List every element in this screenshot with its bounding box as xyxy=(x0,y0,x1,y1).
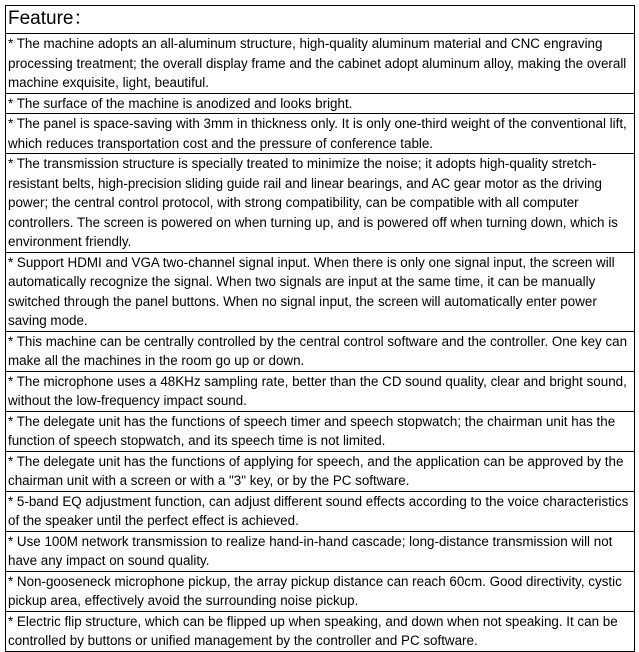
feature-row xyxy=(6,34,635,94)
feature-sampling-rate: * The microphone uses a 48KHz sampling rate, better than the CD sound quality, clear and bright sound, without the low-frequency impact sound. xyxy=(6,371,635,411)
feature-speech-timer: * The delegate unit has the functions of speech timer and speech stopwatch; the chairman unit has the function of speech stopwatch, and its speech time is not limited. xyxy=(6,411,635,451)
feature-row xyxy=(6,611,635,651)
feature-title: Feature： xyxy=(6,6,635,34)
feature-row xyxy=(6,411,635,451)
feature-aluminum-structure: * The machine adopts an all-aluminum structure, high-quality aluminum material and CNC engraving processing treatment; the overall display frame and the cabinet adopt aluminum alloy, making the overall machine exquisite, light, beautiful. xyxy=(6,34,635,94)
feature-row xyxy=(6,252,635,331)
feature-row xyxy=(6,114,635,154)
feature-row xyxy=(6,331,635,371)
feature-electric-flip: * Electric flip structure, which can be flipped up when speaking, and down when not speaking. It can be controlled by buttons or unified management by the controller and PC software. xyxy=(6,611,635,651)
feature-thin-panel: * The panel is space-saving with 3mm in thickness only. It is only one-third weight of the conventional lift, which reduces transportation cost and the pressure of conference table. xyxy=(6,114,635,154)
title-row xyxy=(6,6,635,34)
feature-row xyxy=(6,571,635,611)
feature-speech-application: * The delegate unit has the functions of applying for speech, and the application can be approved by the chairman unit with a screen or with a "3" key, or by the PC software. xyxy=(6,451,635,491)
feature-signal-input: * Support HDMI and VGA two-channel signal input. When there is only one signal input, the screen will automatically recognize the signal. When two signals are input at the same time, it can be manually switched through the panel buttons. When no signal input, the screen will automatically enter power saving mode. xyxy=(6,252,635,331)
feature-row xyxy=(6,451,635,491)
feature-row xyxy=(6,531,635,571)
feature-row xyxy=(6,491,635,531)
feature-transmission-structure: * The transmission structure is specially treated to minimize the noise; it adopts high-quality stretch-resistant belts, high-precision sliding guide rail and linear bearings, and AC gear motor as the driving power; the central control protocol, with strong compatibility, can be compatible with all computer controllers. The screen is powered on when turning up, and is powered off when turning down, which is environment friendly. xyxy=(6,154,635,253)
feature-eq-adjustment: * 5-band EQ adjustment function, can adjust different sound effects according to the voice characteristics of the speaker until the perfect effect is achieved. xyxy=(6,491,635,531)
feature-microphone-pickup: * Non-gooseneck microphone pickup, the array pickup distance can reach 60cm. Good directivity, cystic pickup area, effectively avoid the surrounding noise pickup. xyxy=(6,571,635,611)
feature-row xyxy=(6,371,635,411)
feature-central-control: * This machine can be centrally controlled by the central control software and the controller. One key can make all the machines in the room go up or down. xyxy=(6,331,635,371)
feature-network-transmission: * Use 100M network transmission to realize hand-in-hand cascade; long-distance transmission will not have any impact on sound quality. xyxy=(6,531,635,571)
feature-row xyxy=(6,154,635,253)
feature-row xyxy=(6,93,635,114)
feature-table xyxy=(5,5,635,652)
feature-anodized-surface: * The surface of the machine is anodized and looks bright. xyxy=(6,93,635,114)
